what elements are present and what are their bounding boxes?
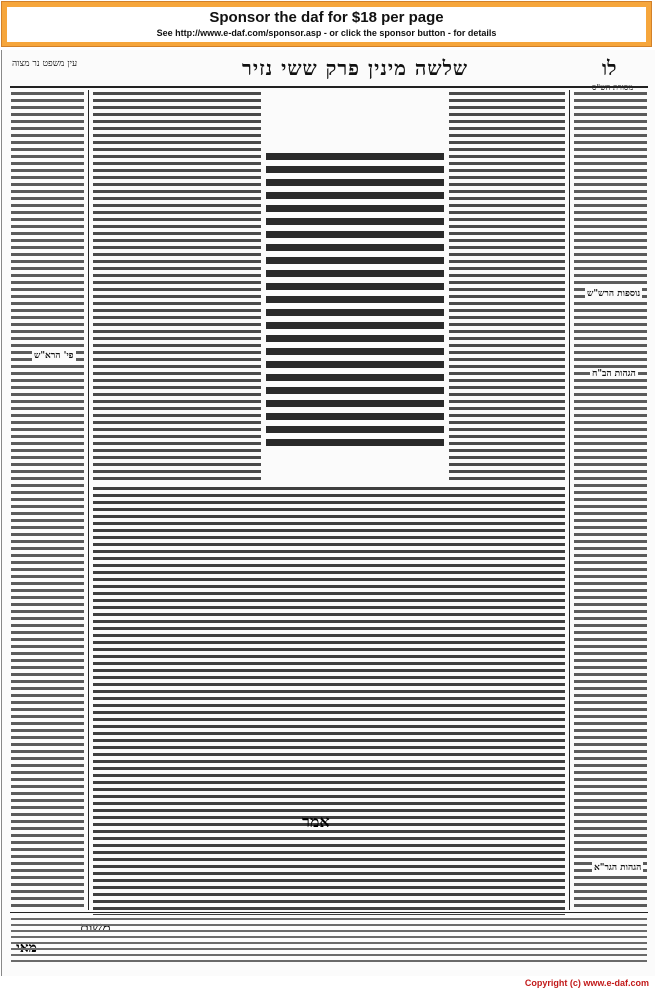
text-lines-right [573, 90, 648, 910]
ein-mishpat-header: עין משפט נר מצוה [12, 59, 78, 69]
text-lines-left [10, 90, 85, 910]
footnotes [10, 916, 648, 966]
sponsor-banner-content[interactable] [7, 7, 646, 42]
page-title: שלשה מינין פרק ששי נזיר [242, 56, 469, 80]
sponsor-title[interactable]: Sponsor the daf for $18 per page [209, 9, 444, 26]
footer-rule [10, 912, 648, 913]
column-divider [88, 90, 89, 910]
talmud-page-scan [1, 50, 655, 976]
gemara-keyword: אמר [302, 812, 330, 831]
text-lines-commentary-left [92, 90, 262, 480]
nosafot-label: נוספות הרש"ש [587, 289, 641, 299]
text-lines-commentary-right [448, 90, 566, 480]
gemara-center [265, 150, 445, 450]
outer-left-column [10, 90, 85, 910]
outer-right-column [573, 90, 648, 910]
sponsor-subtitle[interactable]: See http://www.e-daf.com/sponsor.asp - or click the sponsor button - for details [156, 28, 497, 38]
hagahot-gra-label: הגהות הגר"א [594, 863, 642, 873]
text-lines-footnotes [10, 916, 648, 966]
lower-commentary-body [92, 485, 566, 915]
commentary-left-column [92, 90, 262, 480]
sponsor-banner[interactable] [1, 1, 652, 47]
header-rule [10, 86, 648, 88]
commentary-right-column [448, 90, 566, 480]
text-lines-lower [92, 485, 566, 915]
hagahot-bach-label: הגהות הב"ח [592, 369, 636, 379]
copyright-link[interactable]: Copyright (c) www.e-daf.com [524, 978, 649, 988]
column-divider-right [569, 90, 570, 910]
perush-rosh-label: פי' הרא"ש [34, 351, 74, 361]
folio-number: לו [602, 56, 617, 80]
text-lines-gemara [265, 150, 445, 450]
